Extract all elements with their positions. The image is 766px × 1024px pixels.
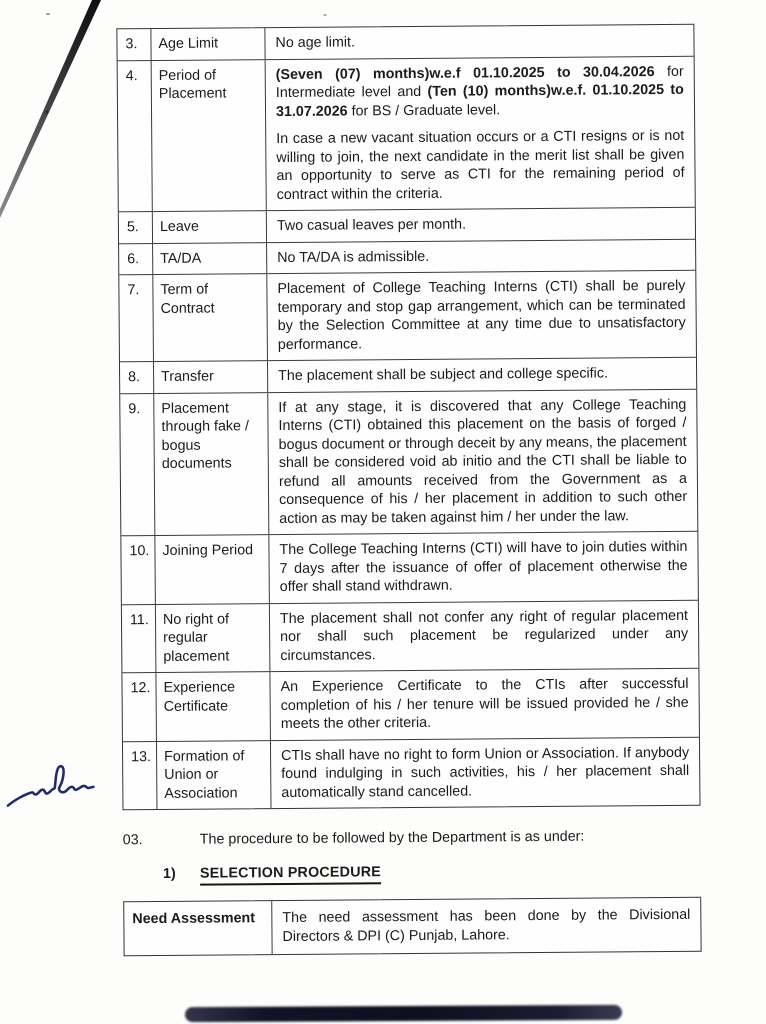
signature-mark [6, 756, 100, 814]
section-number: 1) [162, 865, 176, 882]
row-number: 8. [120, 362, 154, 393]
table-row [120, 388, 697, 535]
row-content: No TA/DA is admissible. [277, 248, 430, 266]
table-row [120, 357, 696, 393]
procedure-paragraph [123, 827, 701, 850]
dust-speck [46, 13, 50, 15]
row-content: (Seven (07) months)w.e.f 01.10.2025 to 30.04.2026 for Intermediate level and (Ten (10) months)w.e.f. 01.10.2025 to 31.07.2026 for BS / Graduate level. In case a new vacant situation occurs or a CTI resigns or is not willing to join, the next candidate in the merit list shall be given an opportunity to serve as CTI for the remaining period of contract within the criteria. [275, 63, 685, 203]
row-label: Leave [153, 211, 267, 242]
row-number: 3. [117, 29, 151, 60]
dust-speck [323, 14, 327, 16]
row-label: Age Limit [151, 28, 265, 59]
terms-table [116, 24, 700, 811]
table-row [123, 736, 700, 809]
row-content: The placement shall not confer any right of regular placement nor shall such placement be regularized under any circumstances. [279, 607, 689, 664]
row-label: Formation of Union or Association [157, 741, 272, 809]
row-number: 6. [119, 244, 153, 275]
row-label: Experience Certificate [156, 672, 271, 740]
row-content: An Experience Certificate to the CTIs after successful completion of his / her tenure will be issued provided he / she meets the other criteria. [280, 675, 689, 733]
row-label: Transfer [154, 361, 268, 392]
bottom-scan-bar-artifact [185, 1005, 622, 1022]
table-row [119, 238, 695, 274]
row-content: No age limit. [275, 34, 356, 52]
row-content: Placement of College Teaching Interns (CTI) shall be purely temporary and stop gap arrangement, which can be terminated by the Selection Committee at any time due to unsatisfactory performance. [277, 277, 686, 353]
table-row [122, 599, 699, 672]
row-number: 5. [119, 212, 153, 243]
row-label: Term of Contract [153, 274, 268, 361]
row-number: 11. [122, 604, 157, 672]
document-content [116, 24, 701, 957]
row-number: 4. [118, 61, 153, 212]
table-row [118, 55, 695, 211]
row-number: 12. [122, 673, 157, 741]
table-row [122, 668, 699, 741]
row-content: CTIs shall have no right to form Union or Association. If anybody found indulging in such activities, his / her placement shall automatically stand cancelled. [281, 744, 690, 801]
table-row [121, 531, 698, 604]
row-content: The placement shall be subject and college specific. [278, 365, 608, 385]
row-number: 9. [120, 393, 155, 535]
row-content: Two casual leaves per month. [276, 216, 467, 235]
need-assessment-label: Need Assessment [124, 901, 272, 955]
row-number: 10. [121, 536, 156, 604]
need-assessment-text: The need assessment has been done by the Divisional Directors & DPI (C) Punjab, Lahore. [282, 906, 691, 945]
row-number: 7. [119, 275, 154, 361]
row-content: If at any stage, it is discovered that any College Teaching Interns (CTI) obtained this placement on the basis of forged / bogus document or through deceit by any means, the placement shall be considered void ab initio and the CTI shall be liable to refund all amounts received from the Government as a consequence of his / her placement in addition to such other action as may be taken against him / her under the law. [278, 396, 688, 527]
row-label: No right of regular placement [156, 604, 271, 672]
table-row [119, 207, 695, 243]
section-title: SELECTION PROCEDURE [200, 863, 381, 886]
need-assessment-table [123, 897, 701, 957]
row-label: Period of Placement [152, 60, 267, 211]
selection-heading [123, 860, 701, 886]
row-label: Placement through fake / bogus documents [154, 393, 269, 535]
row-label: Joining Period [155, 535, 270, 603]
row-content: The College Teaching Interns (CTI) will have to join duties within 7 days after the issuance of offer of placement otherwise the offer shall stand withdrawn. [279, 538, 688, 596]
row-number: 13. [123, 741, 158, 809]
table-row [119, 270, 696, 362]
table-row [117, 25, 693, 60]
paragraph-text: The procedure to be followed by the Department is as under: [199, 828, 585, 848]
row-label: TA/DA [153, 243, 267, 274]
paragraph-number: 03. [122, 832, 143, 849]
